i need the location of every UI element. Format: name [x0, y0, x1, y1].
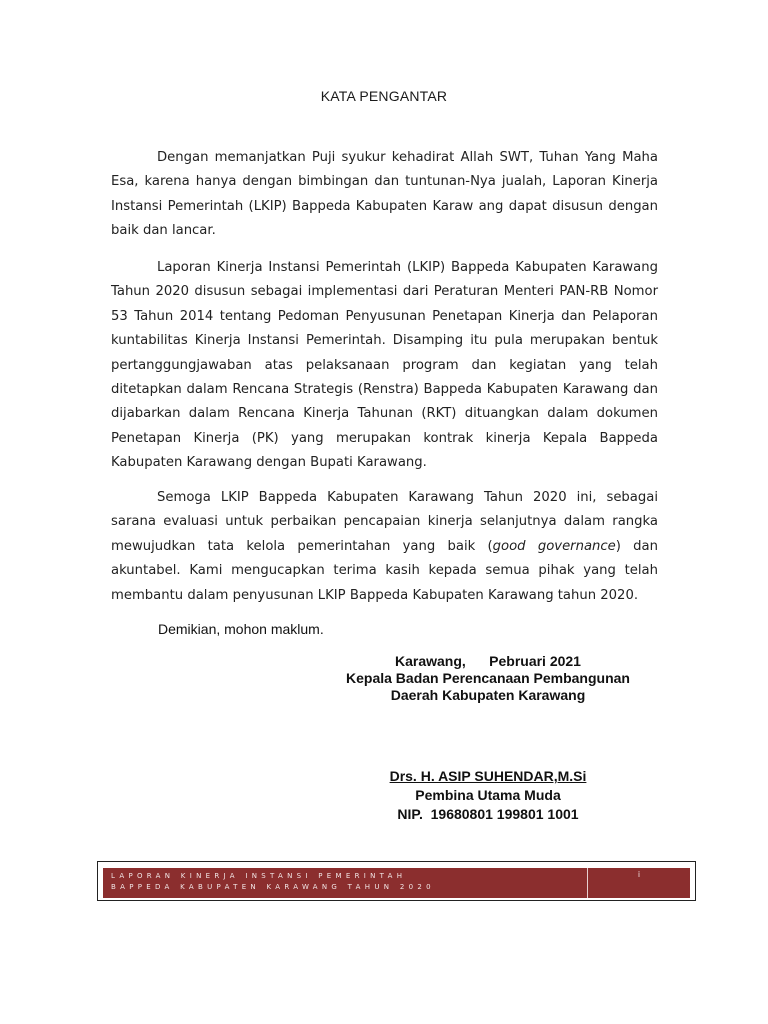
footer-page-number: i: [637, 870, 641, 879]
paragraph-text-end: ) dan akuntabel. Kami mengucapkan terima kasih kepada semua pihak yang telah membantu dalam penyusunan LKIP Bappeda Kabupaten Karawang tahun 2020.: [111, 538, 658, 603]
signature-position-line1: Kepala Badan Perencanaan Pembangunan: [346, 670, 630, 686]
paragraph-text-start: Semoga LKIP Bappeda Kabupaten Karawang Tahun 2020 ini, sebagai sarana evaluasi untuk perbaikan pencapaian kinerja selanjutnya dalam rangka mewujudkan tata kelola pemerintahan yang baik (: [111, 490, 658, 554]
paragraph-text: [111, 486, 658, 608]
signature-position-line2: Daerah Kabupaten Karawang: [390, 687, 586, 703]
paragraph-implementation: [111, 256, 658, 476]
closing-line: Demikian, mohon maklum.: [158, 621, 324, 637]
paragraph-hope: [111, 486, 658, 608]
paragraph-text: Dengan memanjatkan Puji syukur kehadirat Allah SWT, Tuhan Yang Maha Esa, karena hanya dengan bimbingan dan tuntunan-Nya jualah, Laporan Kinerja Instansi Pemerintah (LKIP) Bappeda Kabupaten Karaw ang dapat disusun dengan baik dan lancar.: [111, 150, 658, 239]
signer-name: Drs. H. ASIP SUHENDAR,M.Si: [389, 768, 587, 784]
signer-rank: Pembina Utama Muda: [415, 787, 561, 803]
footer-band: [103, 868, 690, 898]
footer-line2: BAPPEDA KABUPATEN KARAWANG TAHUN 2020: [111, 883, 435, 891]
paragraph-intro: [111, 146, 658, 244]
footer-report-title: [103, 868, 588, 898]
footer-line1: LAPORAN KINERJA INSTANSI PEMERINTAH: [111, 872, 407, 880]
signer-nip: NIP. 19680801 199801 1001: [397, 806, 579, 822]
page-footer: [97, 861, 696, 901]
italic-term: good governance: [492, 538, 616, 554]
signature-place-date: Karawang, Pebruari 2021: [395, 653, 581, 669]
page-title: KATA PENGANTAR: [320, 88, 448, 104]
paragraph-text: Laporan Kinerja Instansi Pemerintah (LKIP) Bappeda Kabupaten Karawang Tahun 2020 disusun sebagai implementasi dari Peraturan Menteri PAN-RB Nomor 53 Tahun 2014 tentang Pedoman Penyusunan Penetapan Kinerja dan Pelaporan kuntabilitas Kinerja Instansi Pemerintah. Disamping itu pula merupakan bentuk pertanggungjawaban atas pelaksanaan program dan kegiatan yang telah ditetapkan dalam Rencana Strategis (Renstra) Bappeda Kabupaten Karawang dan dijabarkan dalam Rencana Kinerja Tahunan (RKT) dituangkan dalam dokumen Penetapan Kinerja (PK) yang merupakan kontrak kinerja Kepala Bappeda Kabupaten Karawang dengan Bupati Karawang.: [111, 260, 658, 471]
